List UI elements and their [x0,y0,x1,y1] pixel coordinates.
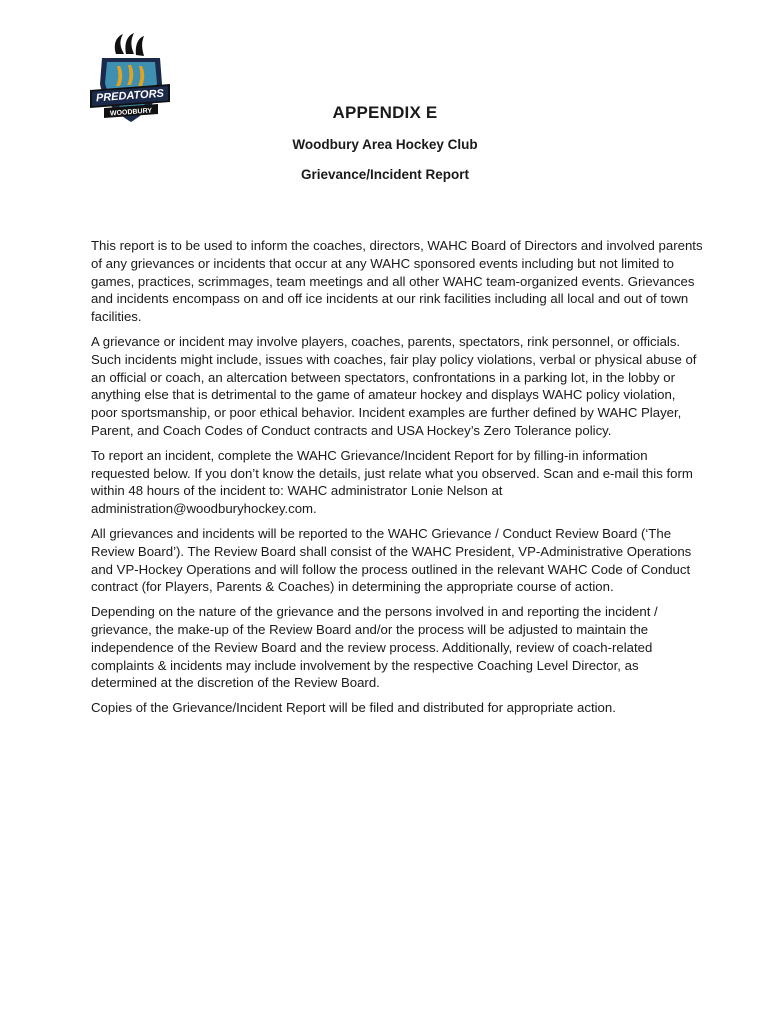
paragraph-review-board: All grievances and incidents will be reported to the WAHC Grievance / Conduct Review Board (‘The Review Board’). The Review Board shall consist of the WAHC President, VP-Administrative Operations and VP-Hockey Operations and will follow the process outlined in the relevant WAHC Code of Conduct contract (for Players, Parents & Coaches) in determining the appropriate course of action. [91,525,692,595]
report-title: Grievance/Incident Report [300,167,470,182]
paragraph-scope: A grievance or incident may involve players, coaches, parents, spectators, rink personnel, or officials. Such incidents might include, issues with coaches, fair play policy violations, verbal or physical abuse of an official or coach, an altercation between spectators, confrontations in a parking lot, in the lobby or anything else that is detrimental to the game of amateur hockey and displays WAHC policy violation, poor sportsmanship, or poor ethical behavior. Incident examples are further defined by WAHC Player, Parent, and Coach Codes of Conduct contracts and USA Hockey’s Zero Tolerance policy. [91,333,697,438]
document-body [91,237,703,724]
paragraph-reporting-instructions: To report an incident, complete the WAHC Grievance/Incident Report for by filling-in information requested below. If you don’t know the details, just relate what you observed. Scan and e-mail this form within 48 hours of the incident to: WAHC administrator Lonie Nelson at administration@woodburyhockey.com. [91,447,693,517]
logo-text-predators: PREDATORS [95,87,165,105]
paragraph-board-adjustments: Depending on the nature of the grievance and the persons involved in and reporting the incident / grievance, the make-up of the Review Board and/or the process will be adjusted to maintain the independence of the Review Board and the review process. Additionally, review of coach-related complaints & incidents may include involvement by the respective Coaching Level Director, as determined at the discretion of the Review Board. [91,604,658,691]
appendix-title: APPENDIX E [332,103,438,122]
paragraph-purpose: This report is to be used to inform the coaches, directors, WAHC Board of Directors and involved parents of any grievances or incidents that occur at any WAHC sponsored events including but not limited to games, practices, scrimmages, team meetings and all other WAHC team-organized events. Grievances and incidents encompass on and off ice incidents at our rink facilities including all local and out of town facilities. [91,238,703,325]
paragraph-copies: Copies of the Grievance/Incident Report will be filed and distributed for appropriate action. [91,700,616,716]
logo-text-woodbury: WOODBURY [109,107,153,118]
club-name: Woodbury Area Hockey Club [292,137,478,152]
